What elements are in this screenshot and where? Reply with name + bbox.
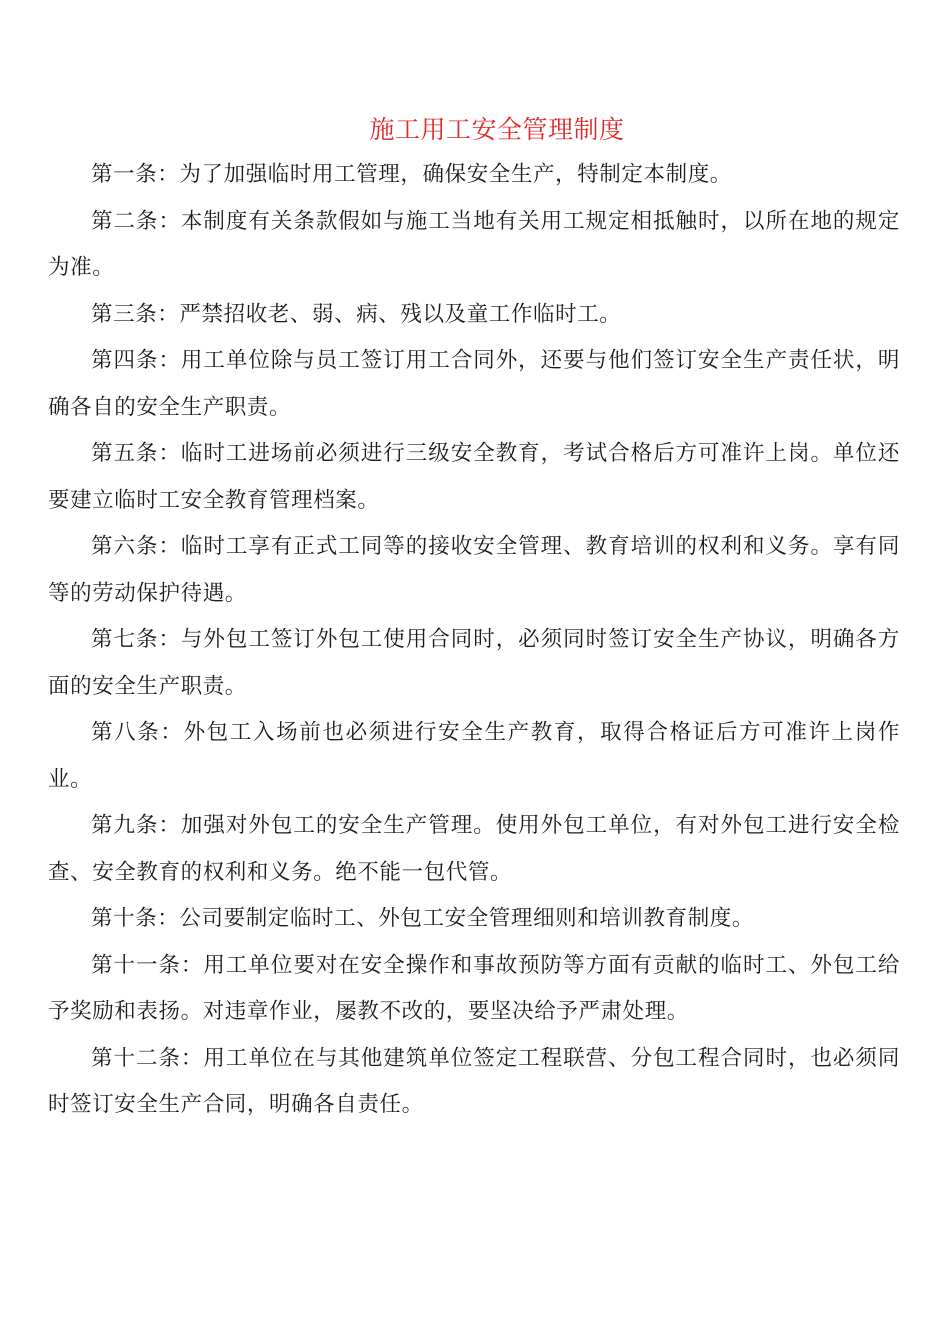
article-9: 第九条：加强对外包工的安全生产管理。使用外包工单位，有对外包工进行安全检查、安全教育的权利和义务。绝不能一包代管。 <box>48 813 900 885</box>
article-8: 第八条：外包工入场前也必须进行安全生产教育，取得合格证后方可准许上岗作业。 <box>48 720 900 792</box>
article-3: 第三条：严禁招收老、弱、病、残以及童工作临时工。 <box>91 301 622 327</box>
article-1: 第一条：为了加强临时用工管理，确保安全生产，特制定本制度。 <box>91 162 732 187</box>
document-title: 施工用工安全管理制度 <box>369 115 625 144</box>
article-4: 第四条：用工单位除与员工签订用工合同外，还要与他们签订安全生产责任状，明确各自的安全生产职责。 <box>48 348 900 420</box>
article-5: 第五条：临时工进场前必须进行三级安全教育，考试合格后方可准许上岗。单位还要建立临时工安全教育管理档案。 <box>48 441 900 513</box>
article-10: 第十条：公司要制定临时工、外包工安全管理细则和培训教育制度。 <box>91 906 755 931</box>
article-6: 第六条：临时工享有正式工同等的接收安全管理、教育培训的权利和义务。享有同等的劳动保护待遇。 <box>48 534 900 606</box>
article-2: 第二条：本制度有关条款假如与施工当地有关用工规定相抵触时，以所在地的规定为准。 <box>48 208 900 280</box>
document-page <box>48 108 900 1129</box>
article-7: 第七条：与外包工签订外包工使用合同时，必须同时签订安全生产协议，明确各方面的安全生产职责。 <box>48 627 900 699</box>
article-12: 第十二条：用工单位在与其他建筑单位签定工程联营、分包工程合同时，也必须同时签订安全生产合同，明确各自责任。 <box>48 1045 900 1117</box>
article-11: 第十一条：用工单位要对在安全操作和事故预防等方面有贡献的临时工、外包工给予奖励和表扬。对违章作业，屡教不改的，要坚决给予严肃处理。 <box>48 952 900 1024</box>
